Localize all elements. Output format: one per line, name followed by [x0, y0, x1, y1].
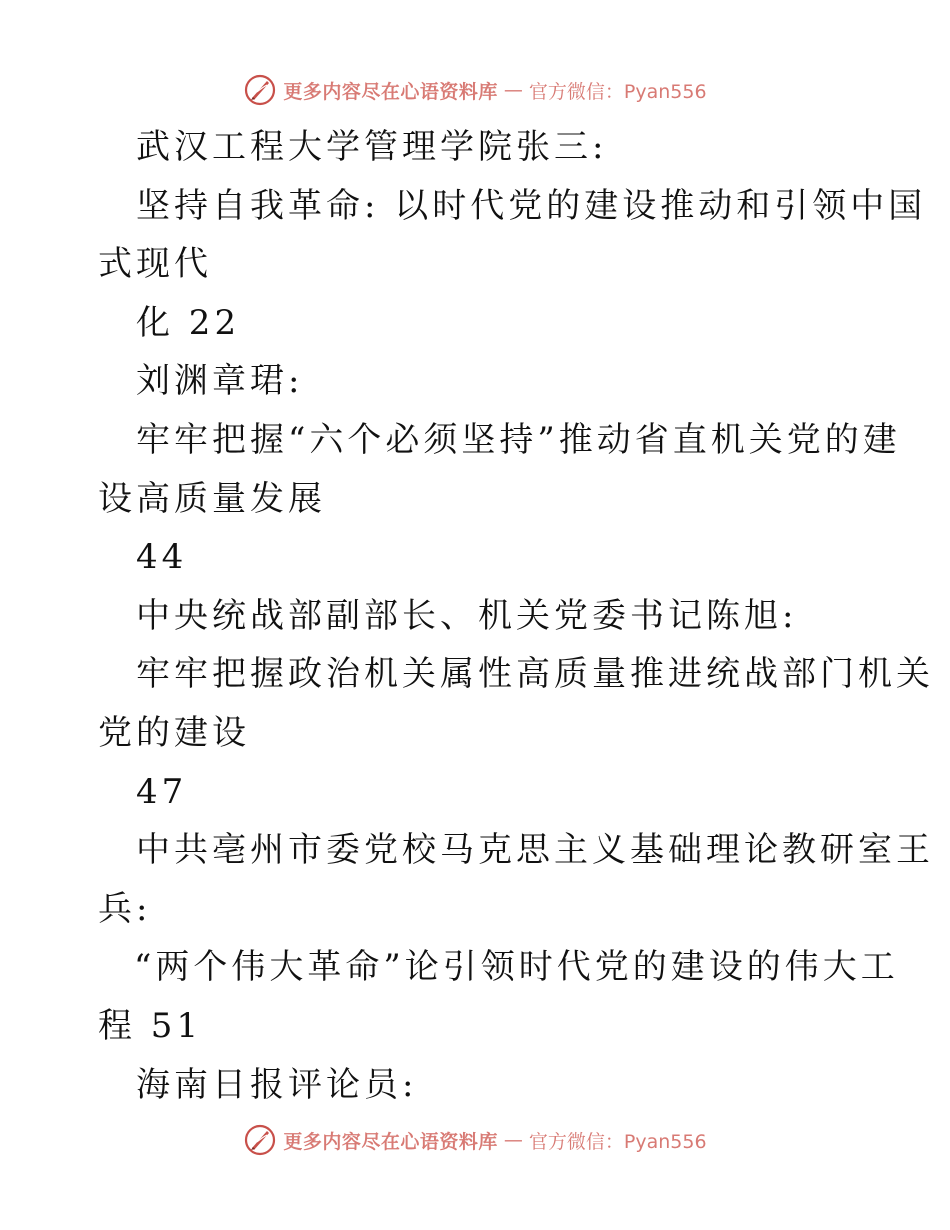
watermark-separator: —	[503, 1129, 523, 1151]
watermark-wechat-text: 官方微信：Pyan556	[528, 80, 707, 103]
watermark-wechat-text: 官方微信：Pyan556	[528, 1130, 707, 1153]
text-line-9: 中央统战部副部长、机关党委书记陈旭:	[136, 595, 798, 636]
quill-pen-logo-icon	[243, 1123, 277, 1157]
text-line-2: 坚持自我革命: 以时代党的建设推动和引领中国	[136, 185, 927, 226]
header-watermark	[0, 70, 950, 110]
text-line-3: 式现代	[98, 244, 212, 285]
watermark-brand-text: 更多内容尽在心语资料库	[283, 80, 498, 103]
text-line-10: 牢牢把握政治机关属性高质量推进统战部门机关	[136, 654, 934, 695]
document-body	[98, 118, 934, 1114]
text-line-15: “两个伟大革命”论引领时代党的建设的伟大工	[134, 947, 899, 988]
watermark-brand-text: 更多内容尽在心语资料库	[283, 1130, 498, 1153]
text-line-6: 牢牢把握“六个必须坚持”推动省直机关党的建	[136, 419, 901, 460]
text-line-4: 化 22	[136, 302, 241, 343]
footer-watermark	[0, 1120, 950, 1160]
text-line-13: 中共亳州市委党校马克思主义基础理论教研室王	[136, 830, 934, 871]
text-line-16: 程 51	[98, 1005, 203, 1046]
text-line-8: 44	[136, 537, 188, 578]
text-line-1: 武汉工程大学管理学院张三:	[136, 127, 608, 167]
watermark-separator: —	[503, 79, 523, 101]
text-line-17: 海南日报评论员:	[136, 1064, 418, 1105]
quill-pen-logo-icon	[243, 73, 277, 107]
text-line-14: 兵:	[98, 888, 152, 929]
text-line-12: 47	[136, 771, 188, 812]
text-line-7: 设高质量发展	[98, 478, 326, 519]
text-line-11: 党的建设	[98, 712, 250, 753]
text-line-5: 刘渊章珺:	[136, 361, 304, 402]
